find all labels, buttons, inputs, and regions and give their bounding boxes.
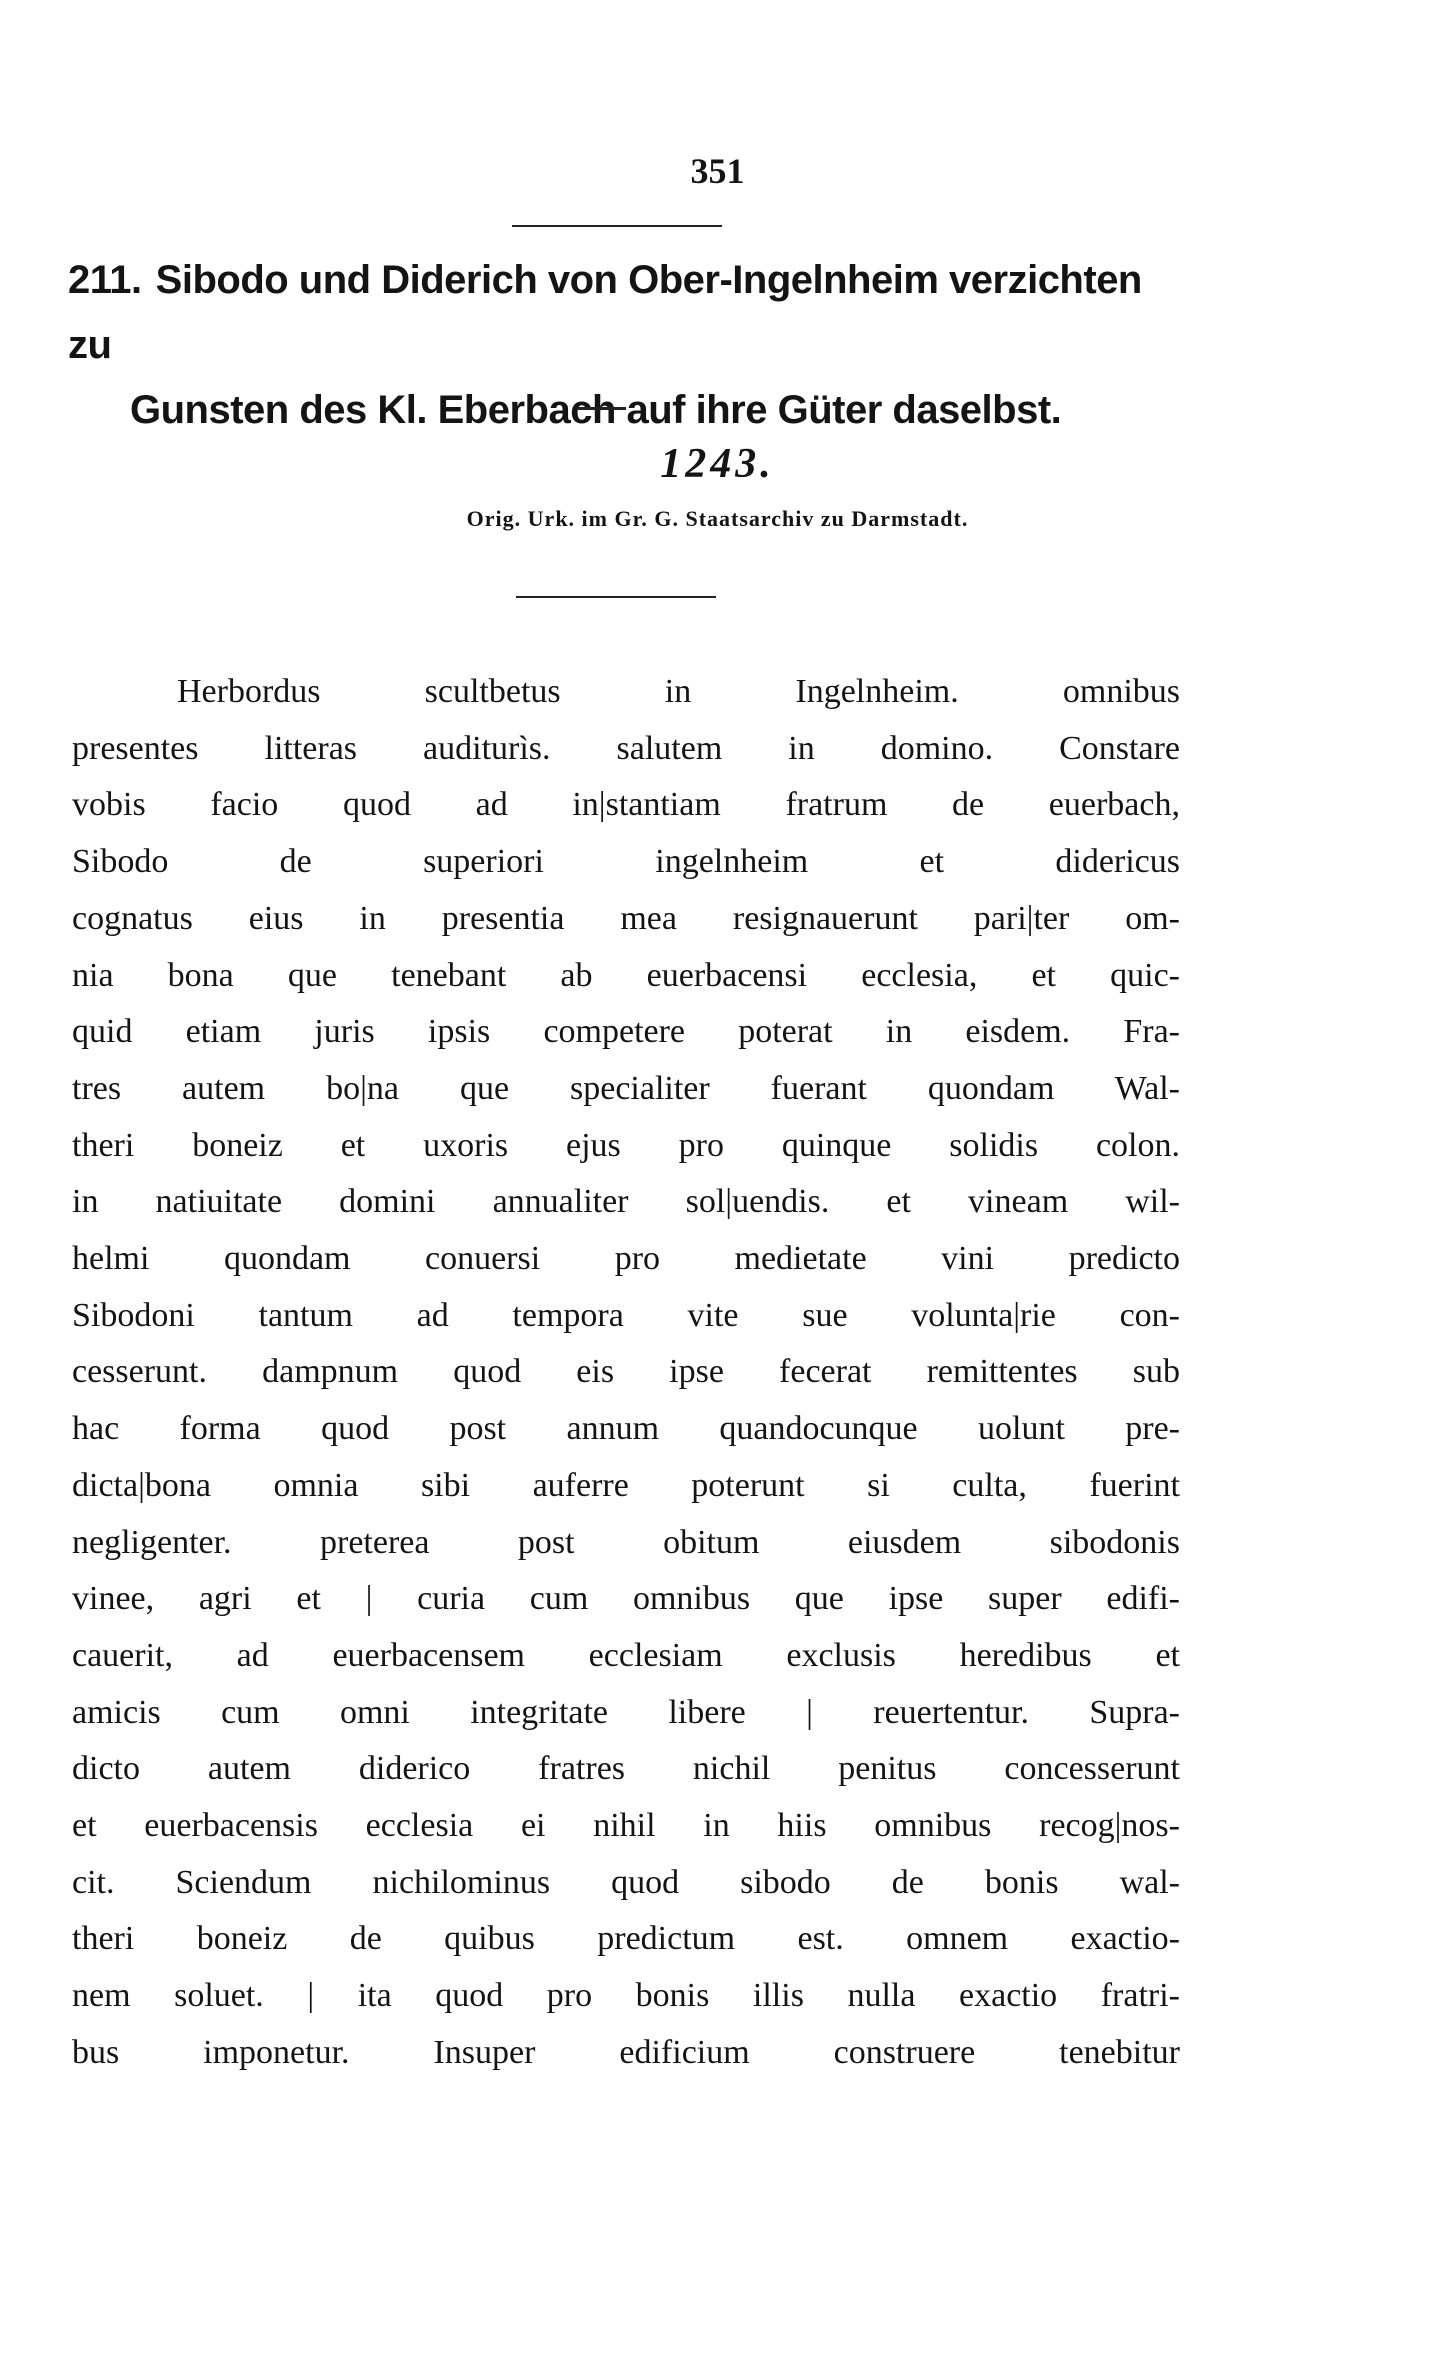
text-line: cauerit, ad euerbacensem ecclesiam exclusis heredibus et	[72, 1636, 1180, 1674]
text-line: cognatus eius in presentia mea resignauerunt pari|ter om-	[72, 899, 1180, 937]
short-dash	[578, 407, 626, 410]
document-number: 211.	[68, 258, 142, 302]
source-note: Orig. Urk. im Gr. G. Staatsarchiv zu Darmstadt.	[466, 506, 969, 531]
text-line: cit. Sciendum nichilominus quod sibodo de bonis wal-	[72, 1863, 1180, 1901]
text-line: quid etiam juris ipsis competere poterat in eisdem. Fra-	[72, 1013, 1180, 1051]
text-line: cesserunt. dampnum quod eis ipse fecerat remittentes sub	[72, 1353, 1180, 1391]
text-line: vobis facio quod ad in|stantiam fratrum de euerbach,	[72, 786, 1180, 824]
text-line: amicis cum omni integritate libere | reuertentur. Supra-	[72, 1693, 1180, 1731]
text-line: dicto autem diderico fratres nichil penitus concesserunt	[72, 1750, 1180, 1788]
text-line: negligenter. preterea post obitum eiusdem sibodonis	[72, 1523, 1180, 1561]
heading-line-2: Gunsten des Kl. Eberbach auf ihre Güter daselbst.	[130, 388, 1062, 432]
page-number: 351	[690, 151, 745, 191]
text-line: dicta|bona omnia sibi auferre poterunt si culta, fuerint	[72, 1466, 1180, 1504]
text-line: theri boneiz et uxoris ejus pro quinque solidis colon.	[72, 1126, 1180, 1164]
text-line: hac forma quod post annum quandocunque uolunt pre-	[72, 1410, 1180, 1448]
text-line: nia bona que tenebant ab euerbacensi ecclesia, et quic-	[72, 956, 1180, 994]
section-rule	[516, 596, 716, 598]
heading-line-1: Sibodo und Diderich von Ober-Ingelnheim verzichten zu	[68, 258, 1142, 367]
text-line: helmi quondam conuersi pro medietate vini predicto	[72, 1240, 1180, 1278]
text-line: Herbordus scultbetus in Ingelnheim. omnibus	[177, 673, 1180, 710]
text-line: theri boneiz de quibus predictum est. omnem exactio-	[72, 1920, 1180, 1958]
text-line: presentes litteras auditurìs. salutem in domino. Constare	[72, 729, 1180, 767]
charter-text	[72, 664, 1180, 2082]
text-line: Sibodoni tantum ad tempora vite sue volunta|rie con-	[72, 1296, 1180, 1334]
text-line: nem soluet. | ita quod pro bonis illis nulla exactio fratri-	[72, 1977, 1180, 2015]
document-year: 1243.	[660, 441, 775, 487]
text-line: tres autem bo|na que specialiter fuerant quondam Wal-	[72, 1069, 1180, 1107]
text-line: vinee, agri et | curia cum omnibus que ipse super edifi-	[72, 1580, 1180, 1618]
text-line: in natiuitate domini annualiter sol|uendis. et vineam wil-	[72, 1183, 1180, 1221]
text-line: et euerbacensis ecclesia ei nihil in hiis omnibus recog|nos-	[72, 1807, 1180, 1845]
text-line: bus imponetur. Insuper edificium construere tenebitur	[72, 2033, 1180, 2071]
document-heading	[68, 248, 1188, 443]
top-rule	[512, 225, 722, 227]
text-line: Sibodo de superiori ingelnheim et didericus	[72, 843, 1180, 881]
